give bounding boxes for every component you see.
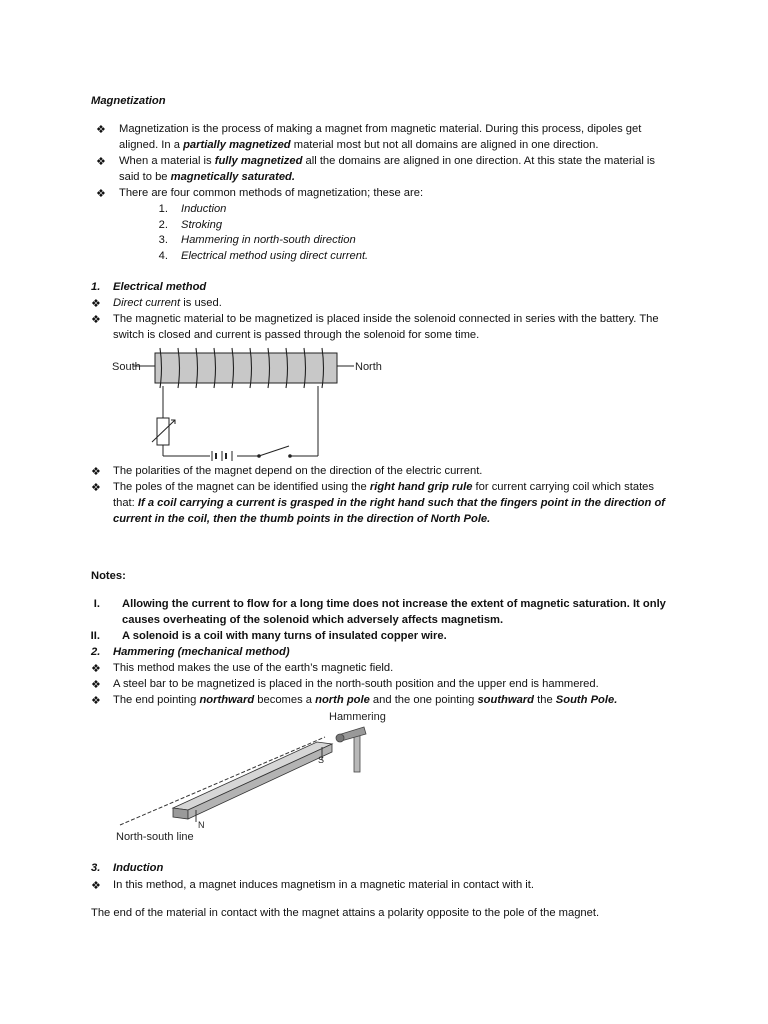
method-item: Hammering in north-south direction	[181, 234, 356, 246]
method-number: 4.	[158, 250, 168, 262]
bullet-icon: ❖	[96, 156, 106, 168]
method-item: Stroking	[181, 219, 223, 231]
north-label: North	[355, 361, 382, 373]
south-label: South	[112, 361, 141, 373]
note-number: II.	[90, 630, 100, 642]
section-heading-electrical: Electrical method	[113, 281, 207, 293]
electrical-bullet-4-line-2: that: If a coil carrying a current is grasped in the right hand such that the fingers point in the direction of	[113, 497, 666, 509]
electrical-bullet-3: The polarities of the magnet depend on the direction of the electric current.	[113, 465, 483, 477]
note-2: A solenoid is a coil with many turns of insulated copper wire.	[122, 630, 447, 642]
note-number: I.	[93, 598, 100, 610]
bullet-icon: ❖	[96, 188, 106, 200]
hammer-icon	[336, 727, 366, 772]
bullet-icon: ❖	[96, 124, 106, 136]
steel-bar	[173, 742, 332, 819]
n-pole-label: N	[198, 820, 205, 830]
electrical-bullet-4-line-1: The poles of the magnet can be identified using the right hand grip rule for current carrying coil which states	[113, 481, 654, 493]
hammering-bullet-1: This method makes the use of the earth’s magnetic field.	[113, 662, 394, 674]
section-heading-hammering: Hammering (mechanical method)	[113, 646, 290, 658]
intro-bullet-2-line-2: said to be magnetically saturated.	[119, 171, 295, 183]
electrical-bullet-4-line-3: current in the coil, then the thumb points in the direction of North Pole.	[113, 513, 491, 525]
bullet-icon: ❖	[91, 695, 101, 707]
intro-bullet-2-line-1: When a material is fully magnetized all the domains are aligned in one direction. At this state the material is	[119, 155, 656, 167]
section-number: 3.	[91, 862, 101, 874]
induction-bullet-1: In this method, a magnet induces magnetism in a magnetic material in contact with it.	[113, 879, 534, 891]
electrical-bullet-2-line-1: The magnetic material to be magnetized is placed inside the solenoid connected in series with the battery. The	[113, 313, 659, 325]
page-title: Magnetization	[91, 95, 166, 107]
bullet-icon: ❖	[91, 663, 101, 675]
north-south-line-label: North-south line	[116, 831, 194, 843]
section-number: 2.	[91, 646, 101, 658]
note-1-line-2: causes overheating of the solenoid which adversely affects magnetism.	[122, 614, 504, 626]
hammering-bullet-3: The end pointing northward becomes a north pole and the one pointing southward the South Pole.	[113, 694, 618, 706]
note-1-line-1: Allowing the current to flow for a long time does not increase the extent of magnetic saturation. It only	[122, 598, 666, 610]
bullet-icon: ❖	[91, 314, 101, 326]
hammering-bullet-2: A steel bar to be magnetized is placed in the north-south position and the upper end is hammered.	[113, 678, 599, 690]
intro-bullet-3: There are four common methods of magnetization; these are:	[119, 187, 424, 199]
method-item: Induction	[181, 203, 227, 215]
section-heading-induction: Induction	[113, 862, 164, 874]
north-south-line	[120, 737, 325, 825]
method-item: Electrical method using direct current.	[181, 250, 369, 262]
intro-bullet-1-line-1: Magnetization is the process of making a magnet from magnetic material. During this process, dipoles get	[119, 123, 642, 135]
method-number: 2.	[158, 219, 168, 231]
intro-bullet-1-line-2: aligned. In a partially magnetized material most but not all domains are aligned in one direction.	[119, 139, 599, 151]
bullet-icon: ❖	[91, 298, 101, 310]
notes-heading: Notes:	[91, 570, 126, 582]
bullet-icon: ❖	[91, 880, 101, 892]
bullet-icon: ❖	[91, 482, 101, 494]
electrical-bullet-1: Direct current is used.	[113, 297, 222, 309]
method-number: 1.	[158, 203, 168, 215]
hammering-label: Hammering	[329, 711, 386, 723]
closing-paragraph: The end of the material in contact with the magnet attains a polarity opposite to the pole of the magnet.	[91, 907, 600, 919]
s-pole-label: S	[318, 755, 325, 765]
section-number: 1.	[91, 281, 101, 293]
electrical-bullet-2-line-2: switch is closed and current is passed through the solenoid for some time.	[113, 329, 480, 341]
bullet-icon: ❖	[91, 679, 101, 691]
method-number: 3.	[158, 234, 168, 246]
bullet-icon: ❖	[91, 466, 101, 478]
